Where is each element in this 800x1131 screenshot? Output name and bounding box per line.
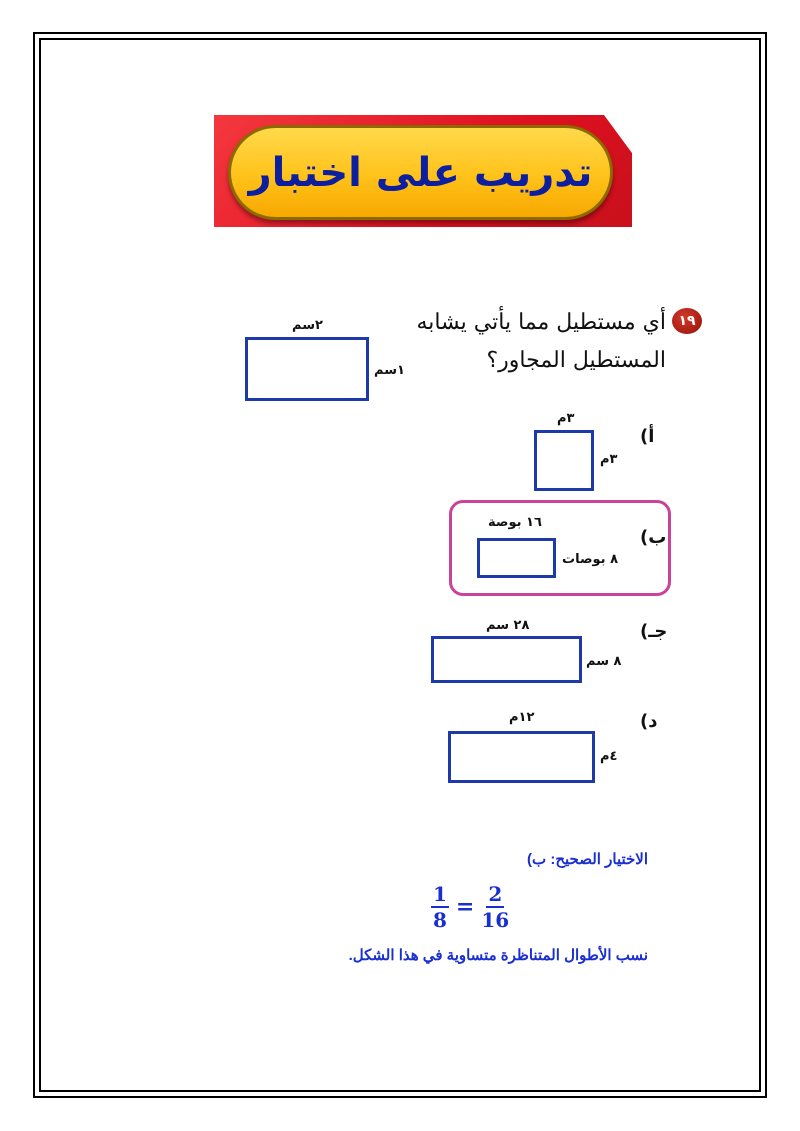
option-c-letter: جـ) — [640, 621, 668, 642]
left-fraction — [431, 883, 449, 931]
question-text: أي مستطيل مما يأتي يشابه المستطيل المجاور؟ — [416, 310, 666, 373]
page-title: تدريب على اختبار — [248, 149, 593, 196]
right-numerator: 2 — [488, 882, 503, 906]
option-a-rectangle[interactable] — [534, 430, 594, 491]
option-a-letter: أ) — [640, 426, 655, 447]
ratio-equation — [428, 882, 512, 932]
left-denominator: 8 — [433, 908, 447, 932]
right-fraction — [481, 883, 509, 931]
option-a-width-label: ٣م — [557, 411, 575, 426]
option-c-height-label: ٨ سم — [586, 654, 622, 669]
option-d-letter: د) — [640, 711, 658, 732]
option-b-rectangle[interactable] — [477, 538, 556, 578]
right-denominator: 16 — [481, 908, 510, 932]
equals-sign: = — [455, 894, 475, 920]
option-d-rectangle[interactable] — [448, 731, 595, 783]
option-d-width-label: ١٢م — [509, 710, 535, 725]
option-c-width-label: ٢٨ سم — [486, 618, 530, 633]
reference-height-label: ١سم — [374, 363, 405, 378]
correct-answer-text: الاختيار الصحيح: ب) — [527, 851, 648, 868]
option-d-height-label: ٤م — [600, 749, 618, 764]
reference-rectangle — [245, 337, 369, 401]
option-b-width-label: ١٦ بوصة — [488, 515, 542, 530]
reference-width-label: ٢سم — [292, 318, 323, 333]
explanation-text: نسب الأطوال المتناظرة متساوية في هذا الشكل. — [348, 947, 648, 964]
title-banner — [210, 115, 635, 230]
option-b-height-label: ٨ بوصات — [562, 552, 619, 567]
option-a-height-label: ٣م — [600, 452, 618, 467]
left-numerator: 1 — [433, 882, 447, 906]
option-b-letter: ب) — [640, 527, 667, 548]
option-c-rectangle[interactable] — [431, 636, 582, 683]
question-number-badge: ١٩ — [672, 308, 702, 334]
